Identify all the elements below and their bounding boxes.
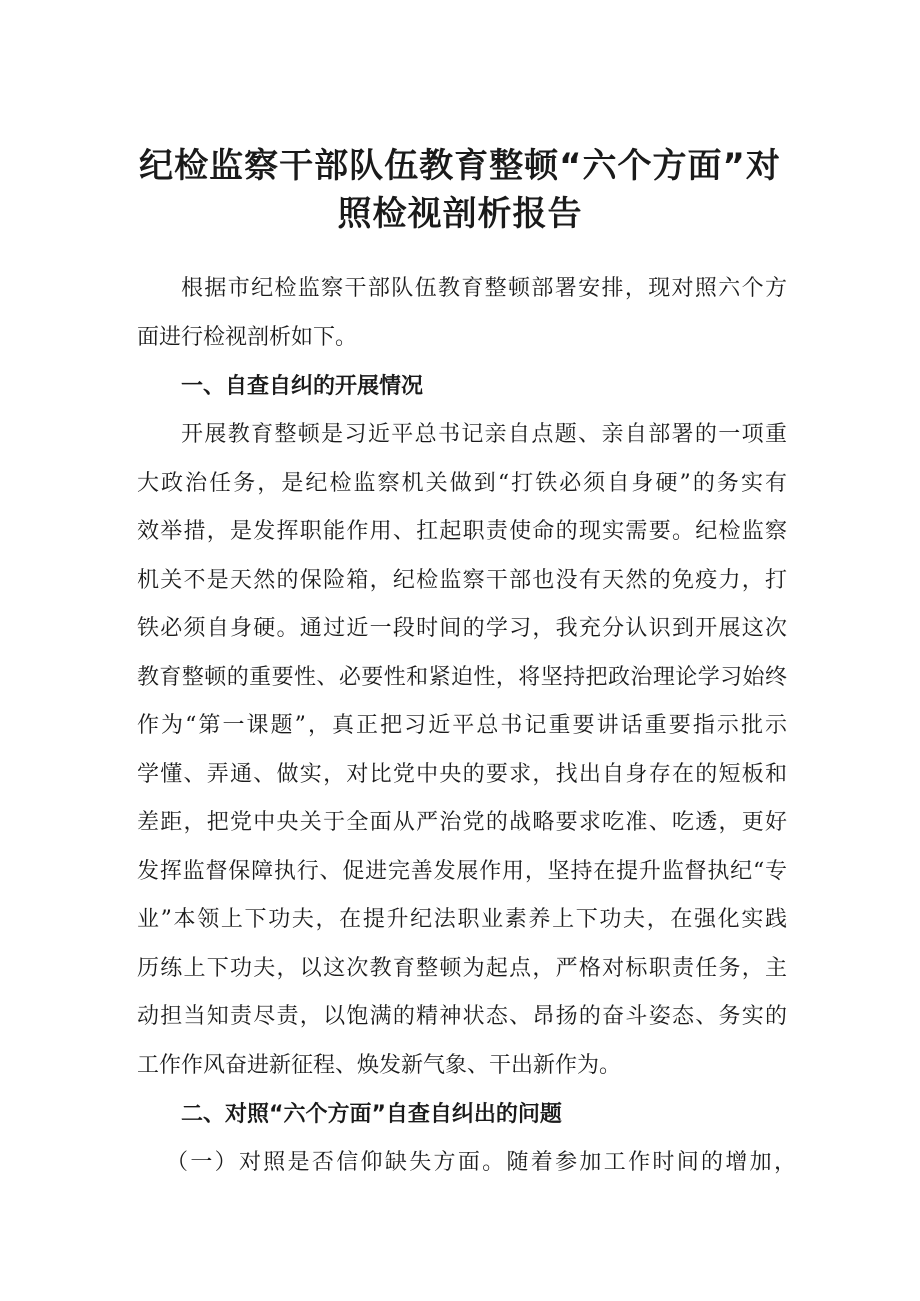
- intro-line-1: 根据市纪检监察干部队伍教育整顿部署安排，现对照六个方: [181, 276, 787, 301]
- document-title-line-2: 照检视剖析报告: [337, 194, 583, 234]
- section-1-line-11: 业”本领上下功夫，在提升纪法职业素养上下功夫，在强化实践: [137, 907, 787, 932]
- section-1-line-10: 发挥监督保障执行、促进完善发展作用，坚持在提升监督执纪“专: [137, 859, 787, 884]
- section-1-line-1: 开展教育整顿是习近平总书记亲自点题、亲自部署的一项重: [181, 422, 787, 447]
- section-1-line-14: 工作作风奋进新征程、焕发新气象、干出新作为。: [137, 1053, 622, 1078]
- section-1-line-9: 差距，把党中央关于全面从严治党的战略要求吃准、吃透，更好: [137, 810, 787, 835]
- section-2-line-1: （一）对照是否信仰缺失方面。随着参加工作时间的增加，: [166, 1150, 796, 1175]
- document-title-line-1: 纪检监察干部队伍教育整顿“六个方面”对: [139, 146, 781, 186]
- section-1-line-13: 动担当知责尽责，以饱满的精神状态、昂扬的奋斗姿态、务实的: [137, 1004, 787, 1029]
- intro-line-2: 面进行检视剖析如下。: [137, 325, 358, 350]
- section-1-line-7: 作为“第一课题”，真正把习近平总书记重要讲话重要指示批示: [137, 713, 787, 738]
- section-1-line-3: 效举措，是发挥职能作用、扛起职责使命的现实需要。纪检监察: [137, 519, 787, 544]
- section-1-line-6: 教育整顿的重要性、必要性和紧迫性，将坚持把政治理论学习始终: [137, 665, 787, 690]
- section-1-line-8: 学懂、弄通、做实，对比党中央的要求，找出自身存在的短板和: [137, 762, 787, 787]
- section-1-line-5: 铁必须自身硬。通过近一段时间的学习，我充分认识到开展这次: [137, 616, 787, 641]
- section-1-heading: 一、自查自纠的开展情况: [181, 374, 424, 399]
- section-1-line-12: 历练上下功夫，以这次教育整顿为起点，严格对标职责任务，主: [137, 956, 787, 981]
- section-1-line-4: 机关不是天然的保险箱，纪检监察干部也没有天然的免疫力，打: [137, 568, 787, 593]
- section-2-heading: 二、对照“六个方面”自查自纠出的问题: [181, 1102, 562, 1127]
- section-1-line-2: 大政治任务，是纪检监察机关做到“打铁必须自身硬”的务实有: [137, 471, 787, 496]
